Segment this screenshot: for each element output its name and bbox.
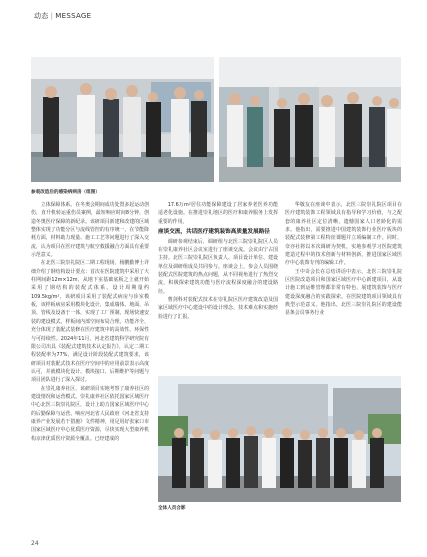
- visit-photo-2: [219, 57, 401, 182]
- col2-intro: 17.6万m²居住功能保障建设了居家养老医养功能适老化设施。在推进崇礼地区的医疗和康养服务上发挥重要的作用。: [158, 202, 278, 225]
- article-column-2: [158, 201, 278, 321]
- col3-paragraph-1: 华敬友在座谈中表示，北医三院崇礼院区项目在医疗建筑装饰工程领域具有指导和学习价值，与之配套的康养社区定位清晰，遗憾国家人口老龄化的需求。他指出，需要推进中国建筑装饰行业医疗板块的装配式装修第工程特征课题并立项编制工作。同时，奈亦社将以本次调研为契机，实地参观学习医院建筑建造过程中的技术创新与材料创新，推进国家区域医疗中心装饰专刊的编辑工作。: [285, 202, 402, 267]
- article-column-3: [285, 201, 402, 318]
- page-number: 24: [31, 540, 39, 547]
- col1-paragraph-1: 立体保障体系。在冬奥会期间成功处置多起运动创伤，直升机转运重伤员案例，最短响应时间8分钟，创造冬奥医疗保障的新纪录。该研项目新建和改建的区域整体实现了功能分区与流线管控的有序统一，在节能降耗方面，材料助力现量、施工工艺等问题进行了深入交流，认为项目在医疗建筑与航空救援融合方面具有重要示范意义。: [31, 202, 149, 259]
- col1-paragraph-3: 在崇礼康养社区，该研项目实地考察了康养社区的建设情况和运营模式。崇礼康养社区依托国家区域医疗中心北医三院崇礼院区，设计上助力国家区域医疗中心的后勤保障与运营。响应河北省人民政府《河北省支持康养产业发展若干措施》文件精神，用足用好张家口市国家区域医疗中心优质医疗资源，尽快实现大型康养机构京津优质医疗资源全覆盖。已经建成的: [31, 385, 149, 442]
- photo-caption-1: 参观改造后的感染病病房（组图）: [31, 190, 100, 195]
- section-title: 动态: [34, 12, 49, 20]
- photo-caption-3: 全体人员合影: [158, 506, 186, 511]
- col2-paragraph-2: 曹剑科对装配式技术在崇礼院区医疗建筑改造及国家区域医疗中心建设中的设计理念、技术难点和实施经验进行了汇报。: [158, 296, 278, 320]
- col2-paragraph-1: 调研参观结束后，调研组与北医三院崇礼院区人员在崇礼康养社区会议室进行了座谈交流。会议由宁占国主持。北医三院崇礼院区负责人、项目设计单位、建设单位及调研组成员共同参与。座谈会上，参会人员围绕装配式医院建筑的热点问题，从不同视角进行了热烈交流，积极探索建筑功能与医疗流程深度融合的建设路径。: [158, 238, 278, 295]
- article-column-1: [31, 201, 149, 443]
- section-english-title: MESSAGE: [55, 12, 92, 20]
- section-header: [34, 11, 91, 21]
- col1-paragraph-2: 在北医三院崇礼院区二期工程现场，杨鹏勤博士详细介绍了钢结构设计要点：首次在医院建筑中采用了大柱网间距12m×12m，从地下室基础底板之上就开始采用了钢结构的装配式体系。设计周期量约109.5kg/m²，该研项目采用了装配式病房与诊室模板，该样板病房采用模块化设计，集成墙体、地面、吊顶、管线及设备于一体，实现了工厂预制、现场快速安装的建设模式，样板间内部空间布局合理，功能齐全，充分体现了装配式装修在医疗建筑中的高效性、环保性与可持续性。2024年11月，河北省建筑科学研究院有限公司出具《装配式建筑技术认定报告》，认定二期工程装配率为77%，满足设计阶段装配式建筑要求，该研项目对装配式技术在医疗空间中的应用前景表示高度认可，并就模块化设计、模块接口、后期维护等问题与项目团队进行了深入探讨。: [31, 260, 149, 384]
- visit-photo-1: [31, 57, 214, 182]
- group-photo: [158, 376, 401, 502]
- col3-paragraph-2: 王中奇会长在总结讲话中表示，北医三院崇礼院区医院改造项目和国家区域医疗中心新建项目，从设计施工到运维管理都非常有特色，展建筑装饰与医疗建设深度融合的实践探索。在医院建筑项目领域具有典型示范意义。他指出，北医三院崇礼院区的建设能显条会员事务行业: [285, 268, 402, 317]
- section-heading: 座谈交流，共话医疗建筑装饰高质量发展路径: [158, 229, 270, 236]
- header-separator: |: [50, 12, 54, 20]
